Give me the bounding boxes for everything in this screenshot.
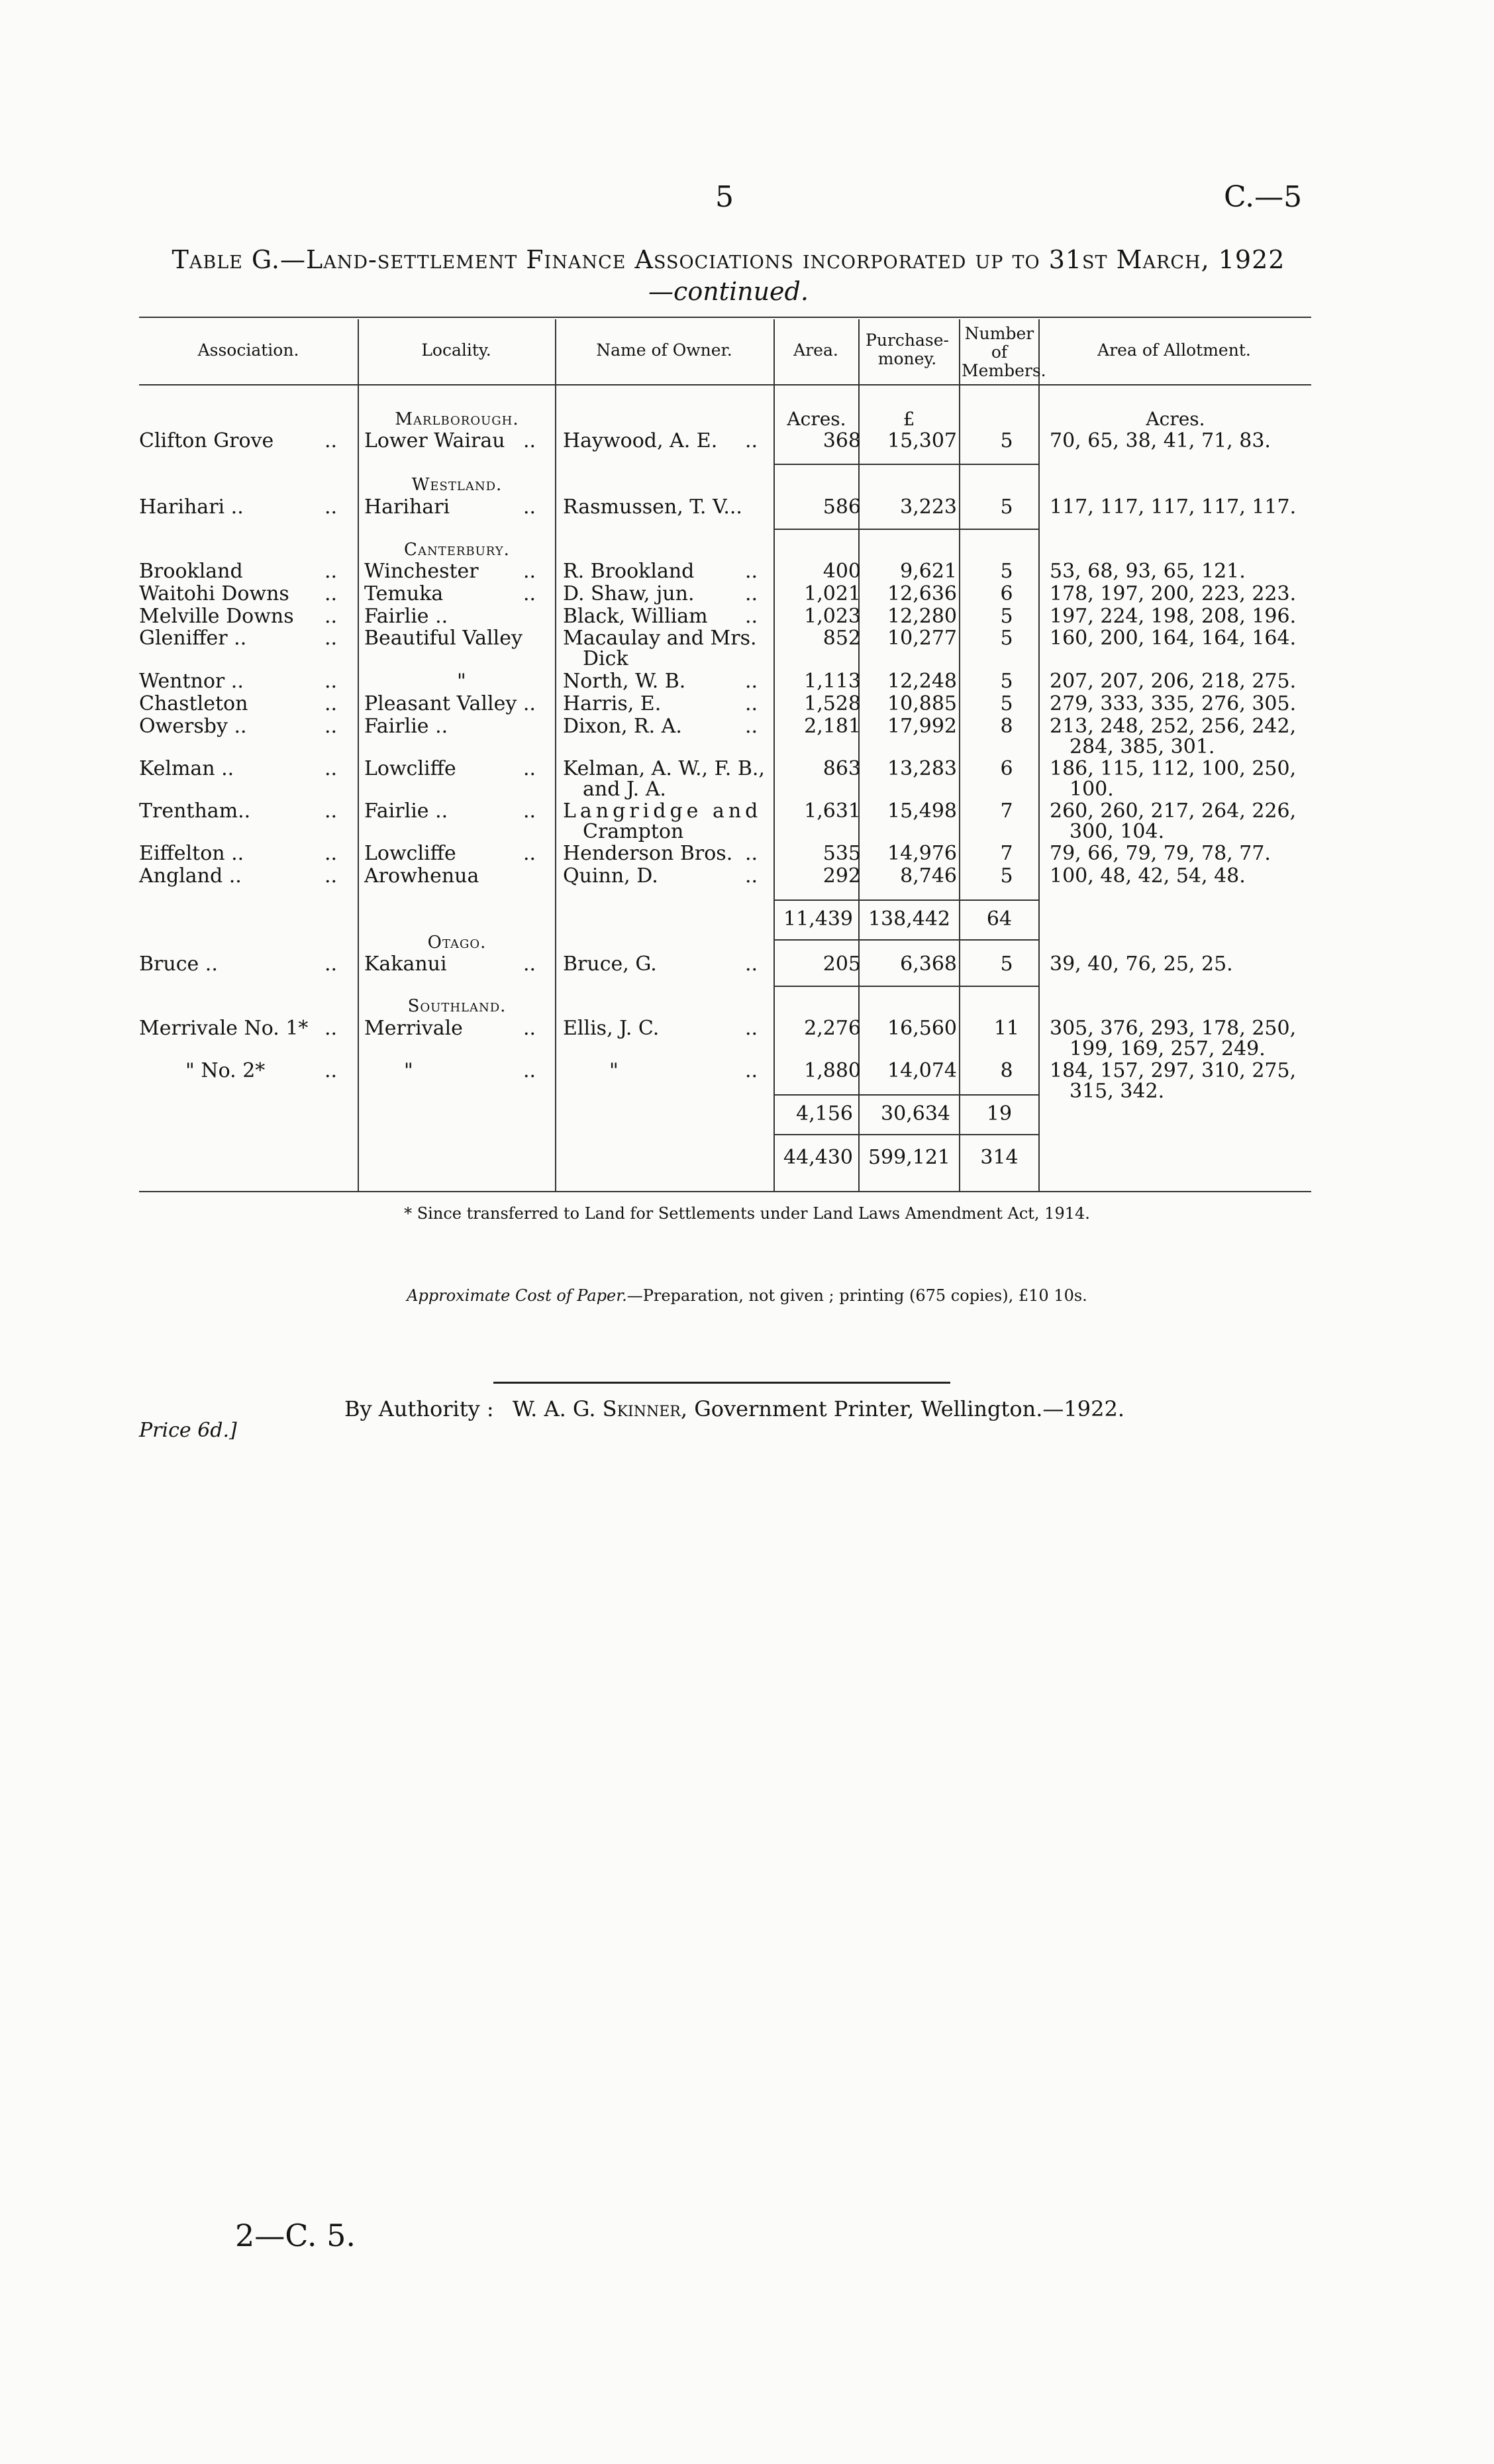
leader-dots: ..	[745, 692, 758, 715]
area-value: 852	[822, 627, 861, 650]
printer-name: W. A. G. Skinner	[512, 1396, 681, 1421]
price-value: 12,280	[887, 605, 957, 628]
price-value: 13,283	[887, 757, 957, 780]
locality: Lower Wairau	[364, 429, 505, 452]
subtotal-southland-members: 19	[986, 1102, 1013, 1125]
owner-name: Bruce, G.	[563, 952, 657, 976]
leader-dots: ..	[324, 670, 338, 693]
allotment-value-continued: 100.	[1070, 778, 1114, 801]
signature-mark: 2—C. 5.	[235, 2218, 356, 2253]
paper-reference: C.—5	[1224, 180, 1303, 214]
price-value: 8,746	[900, 864, 957, 888]
subtotal-canterbury-price: 138,442	[868, 907, 950, 931]
locality-ditto: "	[457, 670, 466, 693]
table-row-continuation	[139, 1080, 1305, 1103]
leader-dots: ..	[324, 1059, 338, 1082]
owner-name: Black, William	[563, 605, 708, 628]
leader-dots: ..	[324, 864, 338, 888]
table-row	[139, 715, 1305, 738]
allotment-value: 39, 40, 76, 25, 25.	[1050, 952, 1233, 976]
area-value: 205	[822, 952, 861, 976]
authority-prefix: By Authority :	[344, 1396, 494, 1421]
header-owner: Name of Owner.	[596, 340, 732, 360]
subtotal-rule	[775, 899, 1040, 901]
members-value: 7	[1000, 799, 1013, 823]
allotment-value: 160, 200, 164, 164, 164.	[1050, 627, 1297, 650]
price-value: 15,307	[887, 429, 957, 452]
association-name: Bruce ..	[139, 952, 218, 976]
owner-name: Quinn, D.	[563, 864, 658, 888]
table-row	[139, 953, 1305, 976]
table-row	[139, 800, 1305, 823]
subtotal-canterbury-members: 64	[986, 907, 1013, 931]
allotment-value: 279, 333, 335, 276, 305.	[1050, 692, 1297, 715]
unit-area: Acres.	[787, 408, 846, 430]
leader-dots: ..	[745, 952, 758, 976]
leader-dots: ..	[745, 1017, 758, 1040]
price-value: 17,992	[887, 715, 957, 738]
association-name: Chastleton	[139, 692, 248, 715]
leader-dots: ..	[523, 1059, 536, 1082]
owner-name: Haywood, A. E.	[563, 429, 718, 452]
allotment-value: 53, 68, 93, 65, 121.	[1050, 560, 1246, 583]
members-value: 5	[1000, 605, 1013, 628]
leader-dots: ..	[523, 429, 536, 452]
locality: Arowhenua	[364, 864, 479, 888]
table-row-continuation	[139, 821, 1305, 843]
table-row	[139, 758, 1305, 780]
price-value: 16,560	[887, 1017, 957, 1040]
area-value: 400	[822, 560, 861, 583]
locality: Temuka	[364, 582, 444, 605]
area-value: 368	[822, 429, 861, 452]
owner-name: Langridge and	[563, 799, 762, 823]
members-value: 7	[1000, 842, 1013, 865]
area-value: 1,631	[804, 799, 861, 823]
footnote: * Since transferred to Land for Settlements under Land Laws Amendment Act, 1914.	[404, 1204, 1090, 1223]
price-value: 14,074	[887, 1059, 957, 1082]
locality-ditto: "	[404, 1059, 413, 1082]
table-row	[139, 1060, 1305, 1082]
printer-authority	[344, 1396, 1124, 1421]
locality: Fairlie ..	[364, 799, 448, 823]
price-value: 3,223	[900, 495, 957, 519]
header-area: Area.	[793, 340, 838, 360]
area-value: 586	[822, 495, 861, 519]
area-value: 1,023	[804, 605, 861, 628]
allotment-value: 305, 376, 293, 178, 250,	[1050, 1017, 1297, 1040]
price-value: 12,636	[887, 582, 957, 605]
table-title: Table G.—Land-settlement Finance Associations incorporated up to 31st March, 1922	[172, 245, 1285, 274]
members-value: 5	[1000, 864, 1013, 888]
allotment-value-continued: 315, 342.	[1070, 1080, 1165, 1103]
association-name: Melville Downs	[139, 605, 294, 628]
association-name: Angland ..	[139, 864, 242, 888]
owner-name: Macaulay and Mrs.	[563, 627, 757, 650]
owner-name-continued: Dick	[583, 647, 628, 670]
locality: Kakanui	[364, 952, 447, 976]
allotment-value: 70, 65, 38, 41, 71, 83.	[1050, 429, 1271, 452]
allotment-value-continued: 199, 169, 257, 249.	[1070, 1037, 1266, 1060]
area-value: 1,021	[804, 582, 861, 605]
locality: Pleasant Valley ..	[364, 692, 536, 715]
leader-dots: ..	[745, 842, 758, 865]
leader-dots: ..	[523, 560, 536, 583]
leader-dots: ..	[324, 757, 338, 780]
header-bottom-rule	[139, 384, 1311, 385]
region-westland: Westland.	[411, 475, 503, 495]
table-row-continuation	[139, 648, 1305, 670]
members-value: 5	[1000, 670, 1013, 693]
price-value: 9,621	[900, 560, 957, 583]
header-allotment: Area of Allotment.	[1097, 340, 1251, 360]
allotment-value: 100, 48, 42, 54, 48.	[1050, 864, 1246, 888]
association-name: Trentham..	[139, 799, 251, 823]
unit-price: £	[903, 408, 915, 430]
table-row	[139, 670, 1305, 693]
association-name: Harihari ..	[139, 495, 244, 519]
owner-name: North, W. B.	[563, 670, 686, 693]
members-value: 5	[1000, 952, 1013, 976]
region-southland: Southland.	[407, 996, 507, 1016]
table-row-continuation	[139, 1038, 1305, 1060]
table-row-continuation	[139, 778, 1305, 801]
price-value: 10,277	[887, 627, 957, 650]
association-name-ditto: " No. 2*	[185, 1059, 266, 1082]
association-name: Clifton Grove	[139, 429, 274, 452]
leader-dots: ..	[324, 1017, 338, 1040]
allotment-value: 260, 260, 217, 264, 226,	[1050, 799, 1297, 823]
region-separator	[775, 986, 1040, 987]
cost-label: Approximate Cost of Paper.	[407, 1286, 627, 1305]
members-value: 5	[1000, 495, 1013, 519]
locality: Lowcliffe	[364, 842, 456, 865]
allotment-value: 79, 66, 79, 79, 78, 77.	[1050, 842, 1271, 865]
grand-total-price: 599,121	[868, 1146, 950, 1169]
price-value: 6,368	[900, 952, 957, 976]
area-value: 2,276	[804, 1017, 861, 1040]
locality: Harihari	[364, 495, 450, 519]
area-value: 1,880	[804, 1059, 861, 1082]
region-marlborough: Marlborough.	[395, 409, 519, 429]
leader-dots: ..	[523, 495, 536, 519]
owner-name: Henderson Bros.	[563, 842, 733, 865]
leader-dots: ..	[523, 1017, 536, 1040]
area-value: 863	[822, 757, 861, 780]
unit-allotment: Acres.	[1146, 408, 1205, 430]
table-bottom-rule	[139, 1191, 1311, 1192]
table-row	[139, 865, 1305, 888]
price-value: 14,976	[887, 842, 957, 865]
table-row	[139, 843, 1305, 865]
cost-of-paper	[0, 1286, 1494, 1305]
leader-dots: ..	[523, 952, 536, 976]
members-value: 5	[1000, 627, 1013, 650]
subtotal-rule	[775, 1134, 1040, 1135]
allotment-value: 178, 197, 200, 223, 223.	[1050, 582, 1297, 605]
members-value: 8	[1000, 715, 1013, 738]
region-separator	[775, 464, 1040, 465]
table-subtitle: —continued.	[648, 277, 809, 306]
members-value: 11	[993, 1017, 1020, 1040]
allotment-value: 207, 207, 206, 218, 275.	[1050, 670, 1297, 693]
association-name: Gleniffer ..	[139, 627, 247, 650]
leader-dots: ..	[324, 715, 338, 738]
subtotal-rule	[775, 939, 1040, 941]
table-row	[139, 605, 1305, 628]
leader-dots: ..	[523, 757, 536, 780]
owner-name: Dixon, R. A.	[563, 715, 682, 738]
region-separator	[775, 529, 1040, 530]
area-value: 2,181	[804, 715, 861, 738]
region-canterbury: Canterbury.	[404, 540, 510, 560]
allotment-value: 213, 248, 252, 256, 242,	[1050, 715, 1297, 738]
subtotal-canterbury-area: 11,439	[783, 907, 853, 931]
owner-name-ditto: "	[609, 1059, 619, 1082]
price: Price 6d.]	[139, 1419, 237, 1442]
header-members: Number of Members.	[962, 324, 1046, 380]
association-name: Merrivale No. 1*	[139, 1017, 309, 1040]
leader-dots: ..	[324, 842, 338, 865]
leader-dots: ..	[745, 864, 758, 888]
header-locality: Locality.	[421, 340, 491, 360]
table-row	[139, 430, 1305, 452]
area-value: 535	[822, 842, 861, 865]
locality: Beautiful Valley	[364, 627, 523, 650]
locality: Fairlie ..	[364, 715, 448, 738]
locality: Winchester	[364, 560, 479, 583]
region-otago: Otago.	[427, 933, 487, 952]
owner-name-continued: and J. A.	[583, 778, 666, 801]
locality: Lowcliffe	[364, 757, 456, 780]
association-name: Owersby ..	[139, 715, 247, 738]
leader-dots: ..	[523, 842, 536, 865]
price-value: 12,248	[887, 670, 957, 693]
leader-dots: ..	[324, 560, 338, 583]
authority-rule	[493, 1382, 950, 1384]
leader-dots: ..	[745, 715, 758, 738]
grand-total-area: 44,430	[783, 1146, 853, 1169]
leader-dots: ..	[324, 582, 338, 605]
members-value: 5	[1000, 692, 1013, 715]
leader-dots: ..	[324, 495, 338, 519]
price-value: 15,498	[887, 799, 957, 823]
table-row	[139, 583, 1305, 605]
leader-dots: ..	[745, 1059, 758, 1082]
leader-dots: ..	[745, 670, 758, 693]
table-row	[139, 560, 1305, 583]
table-row	[139, 1017, 1305, 1040]
association-name: Waitohi Downs	[139, 582, 289, 605]
subtotal-southland-area: 4,156	[796, 1102, 853, 1125]
page-number: 5	[715, 180, 734, 214]
leader-dots: ..	[324, 952, 338, 976]
leader-dots: ..	[324, 692, 338, 715]
owner-name: Harris, E.	[563, 692, 662, 715]
allotment-value-continued: 284, 385, 301.	[1070, 735, 1215, 758]
subtotal-rule	[775, 1094, 1040, 1096]
members-value: 6	[1000, 582, 1013, 605]
members-value: 5	[1000, 560, 1013, 583]
table-row	[139, 627, 1305, 650]
cost-text: —Preparation, not given ; printing (675 copies), £10 10s.	[626, 1286, 1087, 1305]
leader-dots: ..	[745, 582, 758, 605]
members-value: 8	[1000, 1059, 1013, 1082]
table-top-rule	[139, 317, 1311, 318]
area-value: 1,528	[804, 692, 861, 715]
allotment-value: 197, 224, 198, 208, 196.	[1050, 605, 1297, 628]
grand-total-members: 314	[980, 1146, 1019, 1169]
allotment-value: 186, 115, 112, 100, 250,	[1050, 757, 1297, 780]
owner-name-continued: Crampton	[583, 820, 684, 843]
leader-dots: ..	[324, 605, 338, 628]
owner-name: D. Shaw, jun.	[563, 582, 695, 605]
table-row	[139, 693, 1305, 715]
owner-name: Ellis, J. C.	[563, 1017, 660, 1040]
table-row	[139, 496, 1305, 519]
locality: Fairlie ..	[364, 605, 448, 628]
members-value: 5	[1000, 429, 1013, 452]
area-value: 292	[822, 864, 861, 888]
allotment-value: 184, 157, 297, 310, 275,	[1050, 1059, 1297, 1082]
owner-name: R. Brookland	[563, 560, 695, 583]
leader-dots: ..	[324, 627, 338, 650]
leader-dots: ..	[745, 429, 758, 452]
header-price: Purchase-money.	[866, 331, 949, 368]
area-value: 1,113	[804, 670, 861, 693]
table-row-continuation	[139, 736, 1305, 758]
association-name: Kelman ..	[139, 757, 234, 780]
authority-suffix: , Government Printer, Wellington.—1922.	[680, 1396, 1124, 1421]
members-value: 6	[1000, 757, 1013, 780]
leader-dots: ..	[523, 799, 536, 823]
leader-dots: ..	[745, 560, 758, 583]
association-name: Eiffelton ..	[139, 842, 244, 865]
allotment-value-continued: 300, 104.	[1070, 820, 1165, 843]
owner-name: Kelman, A. W., F. B.,	[563, 757, 765, 780]
subtotal-southland-price: 30,634	[881, 1102, 950, 1125]
association-name: Wentnor ..	[139, 670, 244, 693]
leader-dots: ..	[324, 429, 338, 452]
price-value: 10,885	[887, 692, 957, 715]
header-association: Association.	[197, 340, 299, 360]
locality: Merrivale	[364, 1017, 463, 1040]
leader-dots: ..	[745, 605, 758, 628]
owner-name: Rasmussen, T. V...	[563, 495, 742, 519]
allotment-value: 117, 117, 117, 117, 117.	[1050, 495, 1297, 519]
leader-dots: ..	[523, 582, 536, 605]
association-name: Brookland	[139, 560, 243, 583]
leader-dots: ..	[324, 799, 338, 823]
